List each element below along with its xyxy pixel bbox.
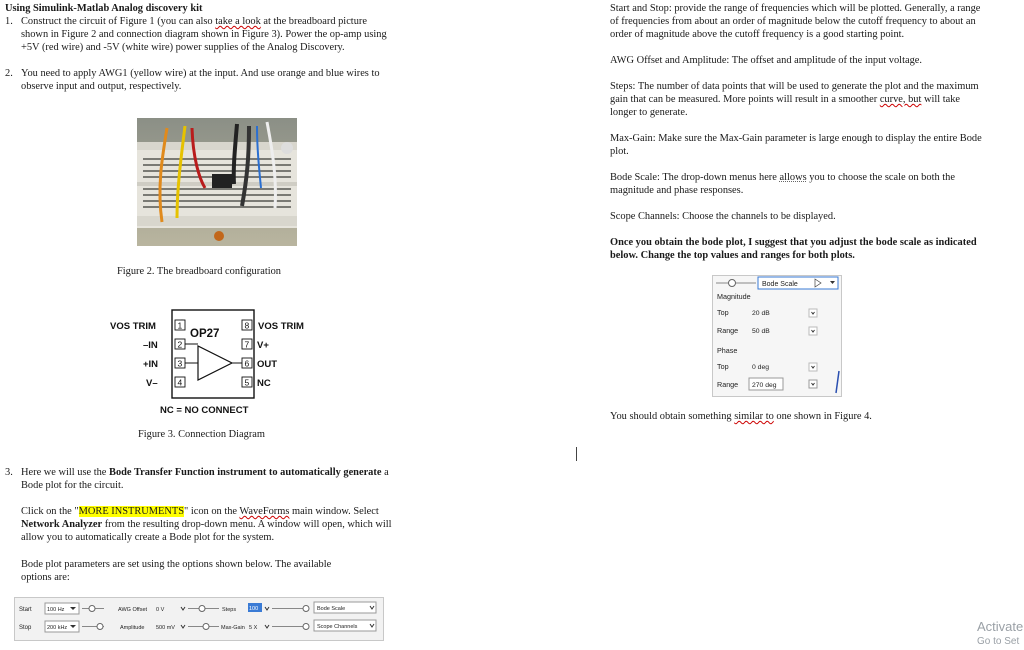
network-analyzer-controls	[14, 597, 384, 641]
figure-2-caption: Figure 2. The breadboard configuration	[117, 266, 281, 277]
mag-range-value: 50 dB	[752, 328, 770, 335]
amplitude-value: 500 mV	[156, 625, 175, 631]
phase-top-label: Top	[717, 362, 729, 371]
item-1-line-1: Construct the circuit of Figure 1 (you can also take a look at the breadboard picture	[21, 16, 367, 27]
item-2-line-1: You need to apply AWG1 (yellow wire) at the input. And use orange and blue wires to	[21, 68, 380, 79]
bode-scale-line-1: Bode Scale: The drop-down menus here allows you to choose the scale on both the	[610, 172, 955, 183]
breadboard-photo	[137, 118, 297, 246]
maxgain-label: Max-Gain	[221, 625, 245, 631]
start-label: Start	[19, 607, 32, 613]
text-cursor	[576, 447, 577, 461]
maxgain-line-2: plot.	[610, 146, 629, 157]
pin-4: 4	[177, 377, 183, 388]
pin-8: 8	[244, 320, 250, 331]
bode-scale-dropdown: Bode Scale	[762, 281, 798, 288]
stop-value: 200 kHz	[47, 625, 68, 631]
instruction-line-1: Once you obtain the bode plot, I suggest that you adjust the bode scale as indicated	[610, 237, 977, 248]
connection-diagram	[104, 300, 314, 425]
steps-label: Steps	[222, 607, 237, 613]
start-stop-line-2: of frequencies from about an order of magnitude below the cutoff frequency to about an	[610, 16, 976, 27]
item-2-number: 2.	[5, 68, 13, 79]
steps-line-2: gain that can be measured. More points will result in a smoother curve, but will take	[610, 94, 961, 105]
item-2-line-2: observe input and output, respectively.	[21, 81, 182, 92]
vos-trim-right-label: VOS TRIM	[258, 321, 304, 332]
instruction-line-2: below. Change the top values and ranges for both plots.	[610, 250, 855, 261]
doc-title: Using Simulink-Matlab Analog discovery kit	[5, 3, 203, 14]
phase-range-label: Range	[717, 380, 739, 389]
item-3-number: 3.	[5, 467, 13, 478]
chip-label: OP27	[190, 328, 220, 340]
phase-heading: Phase	[717, 346, 738, 355]
out-label: OUT	[257, 359, 278, 370]
mag-top-label: Top	[717, 308, 729, 317]
start-stop-line-3: order of magnitude above the cutoff frequency is a good starting point.	[610, 29, 905, 40]
bode-scale-button: Bode Scale	[317, 606, 346, 612]
phase-range-value: 270 deg	[752, 382, 777, 389]
item-1-line-2: shown in Figure 2 and connection diagram shown in Figure 3). Power the op-amp using	[21, 29, 387, 40]
magnitude-heading: Magnitude	[717, 292, 751, 301]
pin-1: 1	[177, 320, 183, 331]
pin-6: 6	[244, 358, 250, 369]
item-3-line-2: Bode plot for the circuit.	[21, 480, 124, 491]
bode-scale-line-2: magnitude and phase responses.	[610, 185, 744, 196]
awg-offset-paragraph: AWG Offset and Amplitude: The offset and amplitude of the input voltage.	[610, 55, 922, 66]
v-minus-label: V–	[146, 378, 158, 389]
v-plus-label: V+	[257, 340, 269, 351]
steps-line-1: Steps: The number of data points that will be used to generate the plot and the maximum	[610, 81, 979, 92]
mag-range-label: Range	[717, 326, 739, 335]
activation-watermark-subtitle: Go to Set	[977, 636, 1020, 647]
mag-top-value: 20 dB	[752, 310, 770, 317]
pin-2: 2	[177, 339, 183, 350]
result-paragraph: You should obtain something similar to one shown in Figure 4.	[610, 411, 872, 422]
in-minus-label: –IN	[143, 340, 158, 351]
amplitude-label: Amplitude	[120, 625, 145, 631]
para-1-line-3: allow you to automatically create a Bode plot for the system.	[21, 532, 275, 543]
steps-line-3: longer to generate.	[610, 107, 688, 118]
vos-trim-left-label: VOS TRIM	[110, 321, 156, 332]
scope-channels-button: Scope Channels	[317, 624, 358, 630]
scope-channels-paragraph: Scope Channels: Choose the channels to be displayed.	[610, 211, 836, 222]
awg-offset-label: AWG Offset	[118, 607, 148, 613]
nc-label: NC	[257, 378, 271, 389]
figure-3-caption: Figure 3. Connection Diagram	[138, 429, 265, 440]
bode-scale-panel	[712, 275, 842, 397]
pin-5: 5	[244, 377, 250, 388]
para-2-line-1: Bode plot parameters are set using the options shown below. The available	[21, 559, 332, 570]
maxgain-value: 5 X	[249, 625, 258, 631]
para-1-line-1: Click on the "MORE INSTRUMENTS" icon on the WaveForms main window. Select	[21, 506, 379, 517]
phase-top-value: 0 deg	[752, 364, 770, 371]
pin-7: 7	[244, 339, 250, 350]
awg-offset-value: 0 V	[156, 607, 165, 613]
start-stop-line-1: Start and Stop: provide the range of frequencies which will be plotted. Generally, a range	[610, 3, 981, 14]
para-2-line-2: options are:	[21, 572, 70, 583]
nc-note: NC = NO CONNECT	[160, 405, 249, 416]
activation-watermark-title: Activate	[977, 619, 1024, 634]
stop-label: Stop	[19, 625, 32, 631]
start-value: 100 Hz	[47, 607, 65, 613]
pin-3: 3	[177, 358, 183, 369]
item-1-line-3: +5V (red wire) and -5V (white wire) power supplies of the Analog Discovery.	[21, 42, 345, 53]
para-1-line-2: Network Analyzer from the resulting drop-down menu. A window will open, which will	[21, 519, 392, 530]
item-3-line-1: Here we will use the Bode Transfer Function instrument to automatically generate a	[21, 467, 389, 478]
maxgain-line-1: Max-Gain: Make sure the Max-Gain parameter is large enough to display the entire Bode	[610, 133, 982, 144]
steps-value: 100	[249, 606, 259, 612]
item-1-number: 1.	[5, 16, 13, 27]
in-plus-label: +IN	[143, 359, 159, 370]
